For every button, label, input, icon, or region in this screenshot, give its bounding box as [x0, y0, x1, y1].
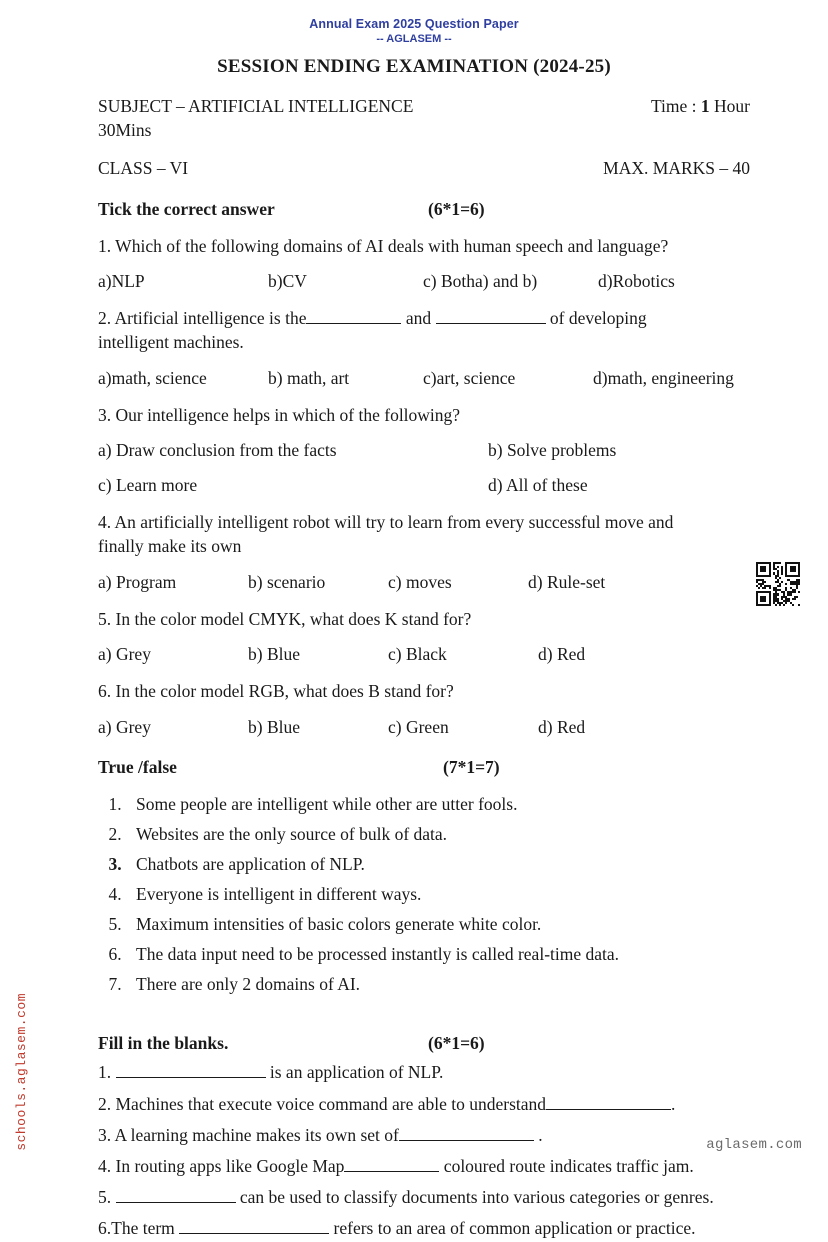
- time-value-rest: Hour: [709, 95, 750, 116]
- section-fillblanks-marks: (6*1=6): [428, 1033, 485, 1054]
- q2-line2: intelligent machines.: [98, 332, 244, 352]
- q2-option-c: c)art, science: [423, 367, 516, 388]
- question-4-options: [98, 572, 750, 594]
- question-6-options: [98, 717, 750, 739]
- section-truefalse-marks: (7*1=7): [443, 756, 500, 777]
- q4-option-b: b) scenario: [248, 571, 326, 592]
- fib-1-pre: 1.: [98, 1062, 116, 1083]
- q1-option-d: d)Robotics: [598, 271, 675, 292]
- class-row: [98, 157, 750, 181]
- max-marks-label: MAX. MARKS – 40: [603, 158, 750, 179]
- q4-line1: 4. An artificially intelligent robot will try to learn from every successful move and: [98, 512, 674, 533]
- section-truefalse-heading: [98, 757, 750, 779]
- q6-option-d: d) Red: [538, 716, 586, 737]
- question-5-options: [98, 644, 750, 666]
- fib-item-5: [98, 1184, 750, 1211]
- q2-option-b: b) math, art: [268, 367, 350, 388]
- time-value-bold: 1: [700, 95, 710, 116]
- list-item: 6. The data input need to be processed instantly is called real-time data.: [126, 939, 750, 969]
- corner-watermark: aglasem.com: [706, 1137, 802, 1153]
- class-label: CLASS – VI: [98, 158, 189, 179]
- q6-option-b: b) Blue: [248, 716, 301, 737]
- section-mcq-title: Tick the correct answer: [98, 198, 275, 219]
- q5-option-d: d) Red: [538, 644, 586, 665]
- qr-code-icon: [756, 562, 800, 606]
- q2-blank-2: [436, 309, 546, 324]
- fib-item-3: [98, 1122, 750, 1149]
- question-4-text: [98, 511, 750, 558]
- fib-3-pre: 3. A learning machine makes its own set of: [98, 1124, 399, 1145]
- fib-4-post: coloured route indicates traffic jam.: [439, 1155, 694, 1176]
- fib-item-1: [98, 1059, 750, 1086]
- fib-2-pre: 2. Machines that execute voice command are able to understand: [98, 1093, 547, 1114]
- list-item: 2. Websites are the only source of bulk of data.: [126, 819, 750, 849]
- site-header-title: Annual Exam 2025 Question Paper: [309, 17, 519, 31]
- q3-option-b: b) Solve problems: [488, 440, 617, 461]
- time-extra: 30Mins: [98, 119, 152, 140]
- fib-3-post: .: [533, 1124, 543, 1145]
- section-truefalse-title: True /false: [98, 756, 177, 777]
- list-item: 7. There are only 2 domains of AI.: [126, 969, 750, 999]
- q2-part1: 2. Artificial intelligence is the: [98, 308, 307, 329]
- q5-option-a: a) Grey: [98, 644, 151, 665]
- fib-item-4: [98, 1153, 750, 1180]
- subject-label: SUBJECT – ARTIFICIAL INTELLIGENCE: [98, 95, 414, 116]
- list-item: 5. Maximum intensities of basic colors generate white color.: [126, 909, 750, 939]
- question-3-text: 3. Our intelligence helps in which of the following?: [98, 404, 461, 425]
- question-2-text: [98, 307, 750, 354]
- fib-5-post: can be used to classify documents into various categories or genres.: [235, 1186, 714, 1207]
- q2-blank-1: [306, 309, 401, 324]
- q3-option-a: a) Draw conclusion from the facts: [98, 440, 337, 461]
- q5-option-c: c) Black: [388, 644, 447, 665]
- fib-5-blank: [116, 1188, 236, 1203]
- fib-1-post: is an application of NLP.: [265, 1062, 444, 1083]
- q1-option-c: c) Botha) and b): [423, 271, 538, 292]
- question-5-text: 5. In the color model CMYK, what does K stand for?: [98, 608, 472, 629]
- question-3-options-row2: [98, 475, 750, 497]
- list-item: 3. Chatbots are application of NLP.: [126, 849, 750, 879]
- q5-option-b: b) Blue: [248, 644, 301, 665]
- fib-4-pre: 4. In routing apps like Google Map: [98, 1155, 345, 1176]
- q4-line2: finally make its own: [98, 535, 242, 556]
- q2-part3: of developing: [545, 308, 647, 329]
- fib-3-blank: [399, 1126, 534, 1141]
- fib-4-blank: [344, 1157, 439, 1172]
- section-fillblanks-title: Fill in the blanks.: [98, 1033, 229, 1054]
- q2-option-d: d)math, engineering: [593, 367, 734, 388]
- question-1-text: 1. Which of the following domains of AI deals with human speech and language?: [98, 235, 669, 256]
- q2-option-a: a)math, science: [98, 367, 207, 388]
- question-1-options: [98, 271, 750, 293]
- paper-body: [98, 95, 750, 1242]
- q4-option-d: d) Rule-set: [528, 571, 606, 592]
- question-2-options: [98, 368, 750, 390]
- q6-option-c: c) Green: [388, 716, 449, 737]
- fib-6-post: refers to an area of common application or practice.: [329, 1218, 696, 1239]
- fib-6-pre: 6.The term: [98, 1218, 180, 1239]
- list-item: 4. Everyone is intelligent in different ways.: [126, 879, 750, 909]
- side-watermark: schools.aglasem.com: [14, 993, 29, 1151]
- section-mcq-marks: (6*1=6): [428, 198, 485, 219]
- q2-part2: and: [401, 308, 436, 329]
- section-fillblanks-heading: [98, 1033, 750, 1055]
- fib-item-6: [98, 1215, 750, 1242]
- question-6-text: 6. In the color model RGB, what does B stand for?: [98, 681, 454, 702]
- fib-2-post: .: [671, 1093, 676, 1114]
- time-label: Time : 1 Hour: [650, 95, 750, 116]
- q3-option-d: d) All of these: [488, 475, 588, 496]
- q4-option-a: a) Program: [98, 571, 177, 592]
- fib-6-blank: [179, 1219, 329, 1234]
- exam-title: SESSION ENDING EXAMINATION (2024-25): [217, 55, 611, 77]
- question-3-options-row1: [98, 440, 750, 462]
- q1-option-b: b)CV: [268, 271, 307, 292]
- q3-option-c: c) Learn more: [98, 475, 198, 496]
- truefalse-list: [98, 789, 750, 1000]
- site-header-subtitle: -- AGLASEM --: [376, 33, 452, 46]
- fib-2-blank: [546, 1095, 671, 1110]
- q4-option-c: c) moves: [388, 571, 452, 592]
- fib-5-pre: 5.: [98, 1186, 116, 1207]
- q1-option-a: a)NLP: [98, 271, 145, 292]
- q6-option-a: a) Grey: [98, 716, 151, 737]
- fib-item-2: [98, 1091, 750, 1118]
- subject-row: [98, 95, 750, 142]
- section-mcq-heading: [98, 199, 750, 221]
- list-item: 1. Some people are intelligent while other are utter fools.: [126, 789, 750, 819]
- fib-1-blank: [116, 1063, 266, 1078]
